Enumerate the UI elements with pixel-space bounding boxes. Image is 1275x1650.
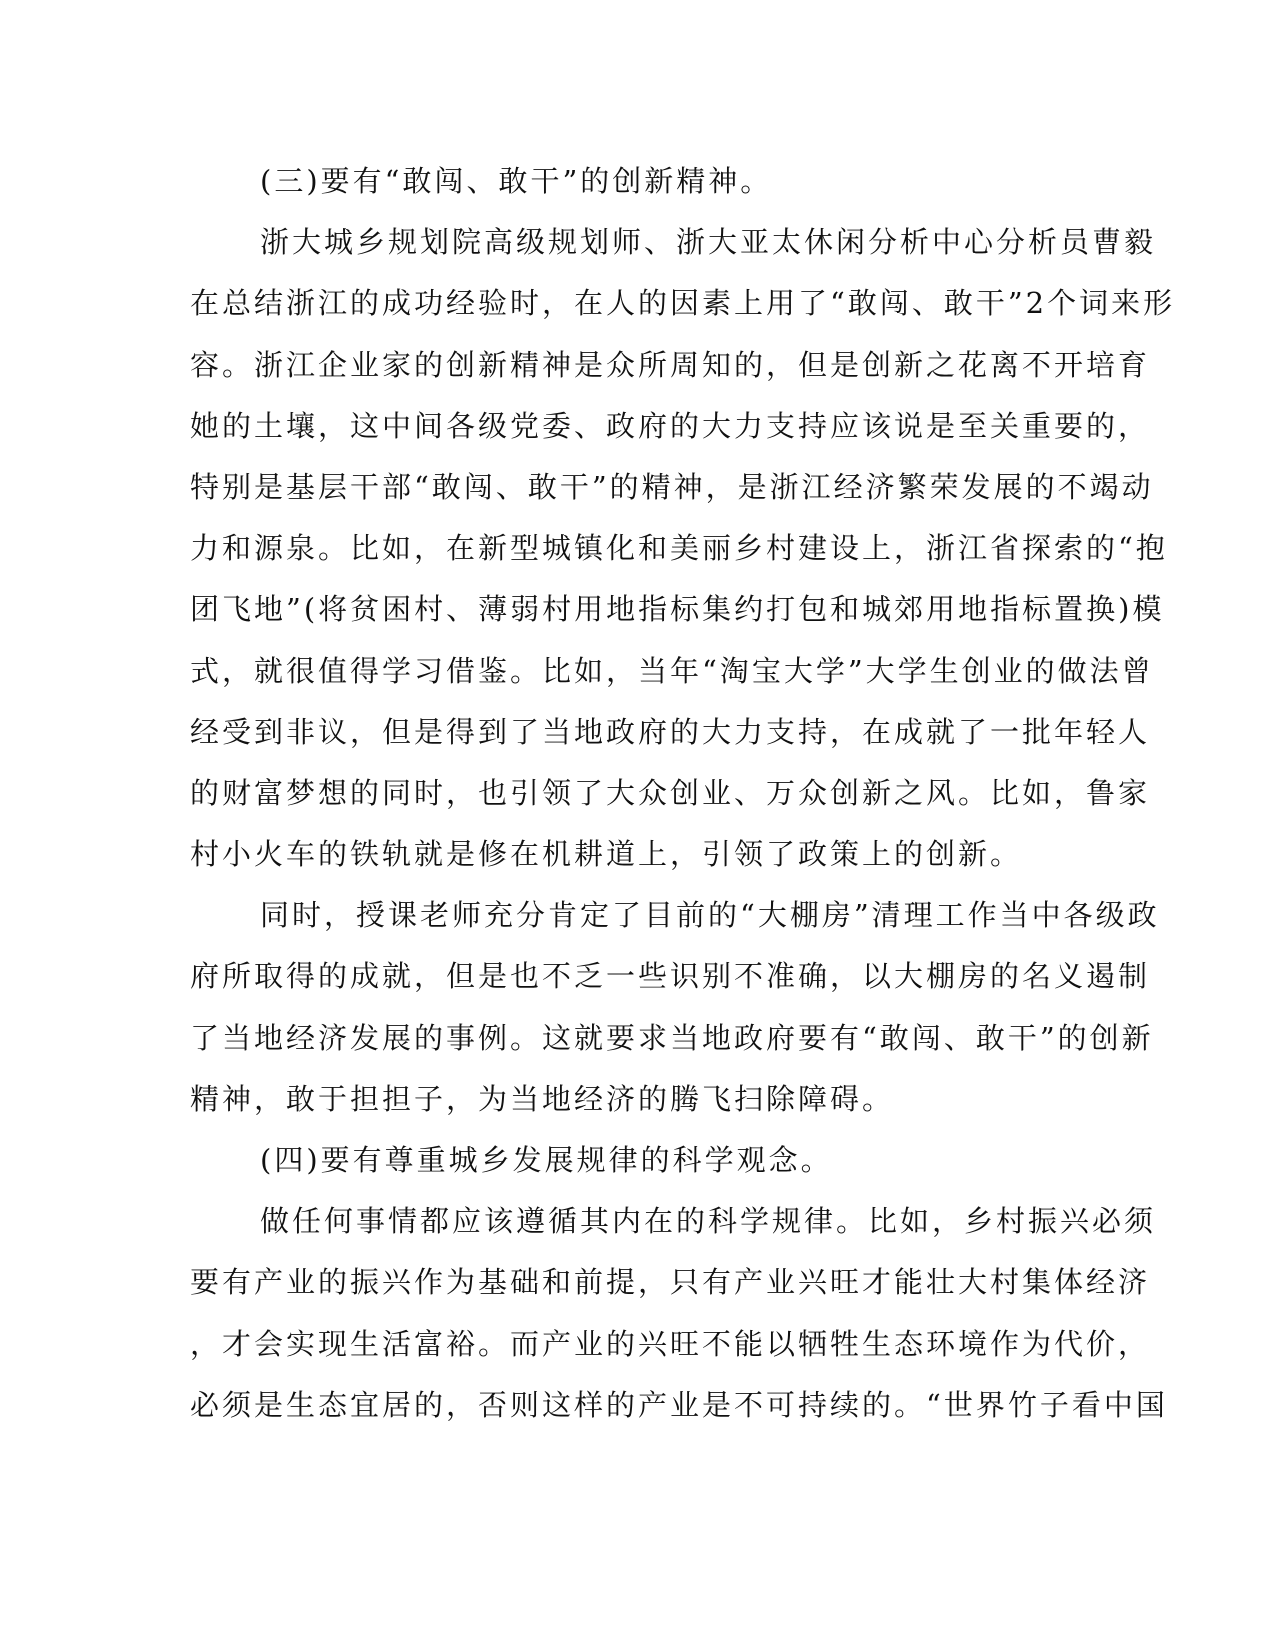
paragraph-line: 了当地经济发展的事例。这就要求当地政府要有“敢闯、敢干”的创新 [190,1020,1154,1055]
paragraph-line: 她的土壤，这中间各级党委、政府的大力支持应该说是至关重要的， [190,408,1151,443]
section-heading-4: (四)要有尊重城乡发展规律的科学观念。 [260,1143,833,1177]
paragraph-line: 容。浙江企业家的创新精神是众所周知的，但是创新之花离不开培育 [190,347,1151,382]
paragraph-line: ，才会实现生活富裕。而产业的兴旺不能以牺牲生态环境作为代价， [190,1326,1151,1361]
paragraph-line: 的财富梦想的同时，也引领了大众创业、万众创新之风。比如，鲁家 [190,775,1151,810]
paragraph-line: 要有产业的振兴作为基础和前提，只有产业兴旺才能壮大村集体经济 [190,1265,1151,1300]
paragraph-line: 同时，授课老师充分肯定了目前的“大棚房”清理工作当中各级政 [260,898,1160,933]
paragraph-line: 村小火车的铁轨就是修在机耕道上，引领了政策上的创新。 [190,837,1023,872]
paragraph-line: 式，就很值得学习借鉴。比如，当年“淘宝大学”大学生创业的做法曾 [190,653,1154,688]
section-heading-3: (三)要有“敢闯、敢干”的创新精神。 [260,164,773,198]
paragraph-line: 府所取得的成就，但是也不乏一些识别不准确，以大棚房的名义遏制 [190,959,1151,994]
paragraph-line: 经受到非议，但是得到了当地政府的大力支持，在成就了一批年轻人 [190,714,1151,749]
paragraph-line: 做任何事情都应该遵循其内在的科学规律。比如，乡村振兴必须 [260,1204,1157,1239]
paragraph-line: 必须是生态宜居的，否则这样的产业是不可持续的。“世界竹子看中国 [190,1387,1168,1422]
paragraph-line: 力和源泉。比如，在新型城镇化和美丽乡村建设上，浙江省探索的“抱 [190,531,1168,566]
paragraph-line: 浙大城乡规划院高级规划师、浙大亚太休闲分析中心分析员曹毅 [260,225,1157,260]
paragraph-line: 在总结浙江的成功经验时，在人的因素上用了“敢闯、敢干”2个词来形 [190,286,1176,321]
paragraph-line: 特别是基层干部“敢闯、敢干”的精神，是浙江经济繁荣发展的不竭动 [190,469,1154,504]
paragraph-line: 精神，敢于担担子，为当地经济的腾飞扫除障碍。 [190,1081,895,1116]
paragraph-line: 团飞地”(将贫困村、薄弱村用地指标集约打包和城郊用地指标置换)模 [190,592,1165,627]
body-text [190,164,1176,1451]
